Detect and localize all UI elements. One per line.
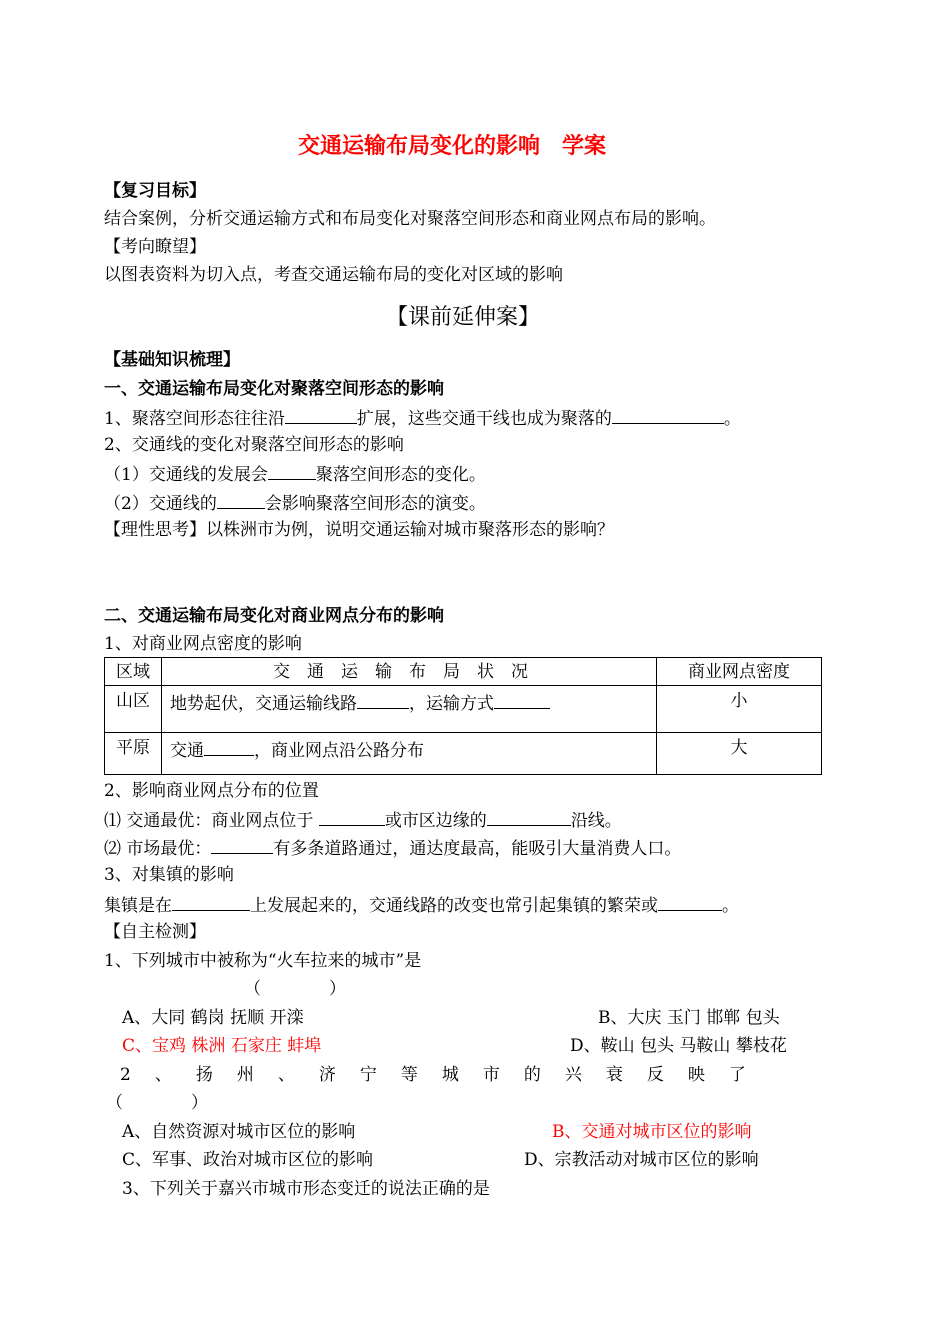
table-cell-region: 平原 xyxy=(105,733,162,775)
part2-q3-text: 集镇是在 上发展起来的，交通线路的改变也常引起集镇的繁荣或 。 xyxy=(104,892,739,918)
blank[interactable] xyxy=(217,490,265,509)
question-1-option-c: C、宝鸡 株洲 石家庄 蚌埠 xyxy=(122,1036,322,1056)
self-test-heading: 【自主检测】 xyxy=(104,922,206,942)
part2-q2: 2、影响商业网点分布的位置 xyxy=(104,781,319,801)
blank[interactable] xyxy=(268,461,316,480)
part1-think: 【理性思考】以株洲市为例，说明交通运输对城市聚落形态的影响？ xyxy=(104,520,614,540)
question-2-option-d: D、宗教活动对城市区位的影响 xyxy=(524,1150,759,1170)
review-goal-text: 结合案例，分析交通运输方式和布局变化对聚落空间形态和商业网点布局的影响。 xyxy=(104,209,716,229)
question-2-option-c: C、军事、政治对城市区位的影响 xyxy=(122,1150,374,1170)
part1-q1-text-c: 。 xyxy=(723,409,741,429)
table-cell-density: 大 xyxy=(657,733,822,775)
question-1-option-d: D、鞍山 包头 马鞍山 攀枝花 xyxy=(570,1036,787,1056)
table-header-row xyxy=(105,658,822,686)
blank[interactable] xyxy=(612,405,724,424)
page-title: 交通运输布局变化的影响 学案 xyxy=(298,133,607,159)
table-header: 区域 xyxy=(105,658,162,686)
part1-q2: 2、交通线的变化对聚落空间形态的影响 xyxy=(104,435,404,455)
question-2-answer-paren[interactable]: （ ） xyxy=(106,1093,208,1113)
exam-outlook-text: 以图表资料为切入点，考查交通运输布局的变化对区域的影响 xyxy=(104,265,563,285)
blank[interactable] xyxy=(172,892,250,911)
part1-q1-text-a: 1、聚落空间形态往往沿 xyxy=(104,409,285,429)
part1-q2-1-text-a: （1）交通线的发展会 xyxy=(104,465,268,485)
blank[interactable] xyxy=(211,835,273,854)
blank[interactable] xyxy=(494,690,550,709)
question-2-stem: 2、扬州、济宁等城市的兴衰反映了 xyxy=(120,1065,770,1085)
question-2-option-a: A、自然资源对城市区位的影响 xyxy=(122,1122,356,1142)
basics-heading: 【基础知识梳理】 xyxy=(104,350,240,370)
question-3-stem: 3、下列关于嘉兴市城市形态变迁的说法正确的是 xyxy=(122,1179,490,1199)
question-1-answer-paren[interactable]: （ ） xyxy=(244,979,346,999)
table-cell-density: 小 xyxy=(657,686,822,733)
part2-q1: 1、对商业网点密度的影响 xyxy=(104,634,302,654)
table-cell-region: 山区 xyxy=(105,686,162,733)
part1-heading: 一、交通运输布局变化对聚落空间形态的影响 xyxy=(104,379,444,399)
part1-q2-1-text-b: 聚落空间形态的变化。 xyxy=(315,465,486,485)
part1-q2-1 xyxy=(104,461,486,487)
table-header: 交通运输布局状况 xyxy=(162,658,657,686)
part2-q3: 3、对集镇的影响 xyxy=(104,865,234,885)
review-goal-heading: 【复习目标】 xyxy=(104,181,206,201)
part1-q2-2 xyxy=(104,490,486,516)
blank[interactable] xyxy=(357,690,409,709)
question-2-option-b: B、交通对城市区位的影响 xyxy=(552,1122,752,1142)
part1-q2-2-text-b: 会影响聚落空间形态的演变。 xyxy=(264,494,486,514)
table-header: 商业网点密度 xyxy=(657,658,822,686)
table-cell-status: 地势起伏，交通运输线路 ，运输方式 xyxy=(162,686,657,733)
blank[interactable] xyxy=(487,807,571,826)
part2-heading: 二、交通运输布局变化对商业网点分布的影响 xyxy=(104,606,444,626)
question-1-option-b: B、大庆 玉门 邯郸 包头 xyxy=(598,1008,780,1028)
exam-outlook-heading: 【考向瞭望】 xyxy=(104,237,206,257)
blank[interactable] xyxy=(285,405,357,424)
question-1-option-a: A、大同 鹤岗 抚顺 开滦 xyxy=(122,1008,304,1028)
blank[interactable] xyxy=(319,807,385,826)
blank[interactable] xyxy=(204,737,254,756)
density-table xyxy=(104,657,822,775)
part1-q2-2-text-a: （2）交通线的 xyxy=(104,494,217,514)
part1-q1 xyxy=(104,405,741,431)
table-cell-status: 交通 ，商业网点沿公路分布 xyxy=(162,733,657,775)
blank[interactable] xyxy=(658,892,722,911)
part2-q2-1: ⑴ 交通最优：商业网点位于 或市区边缘的 沿线。 xyxy=(104,807,622,833)
section-heading: 【课前延伸案】 xyxy=(386,305,541,330)
question-1-stem: 1、下列城市中被称为“火车拉来的城市”是 xyxy=(104,951,422,971)
part1-q1-text-b: 扩展，这些交通干线也成为聚落的 xyxy=(356,409,612,429)
table-row xyxy=(105,733,822,775)
table-row xyxy=(105,686,822,733)
part2-q2-2: ⑵ 市场最优： 有多条道路通过，通达度最高，能吸引大量消费人口。 xyxy=(104,835,681,861)
